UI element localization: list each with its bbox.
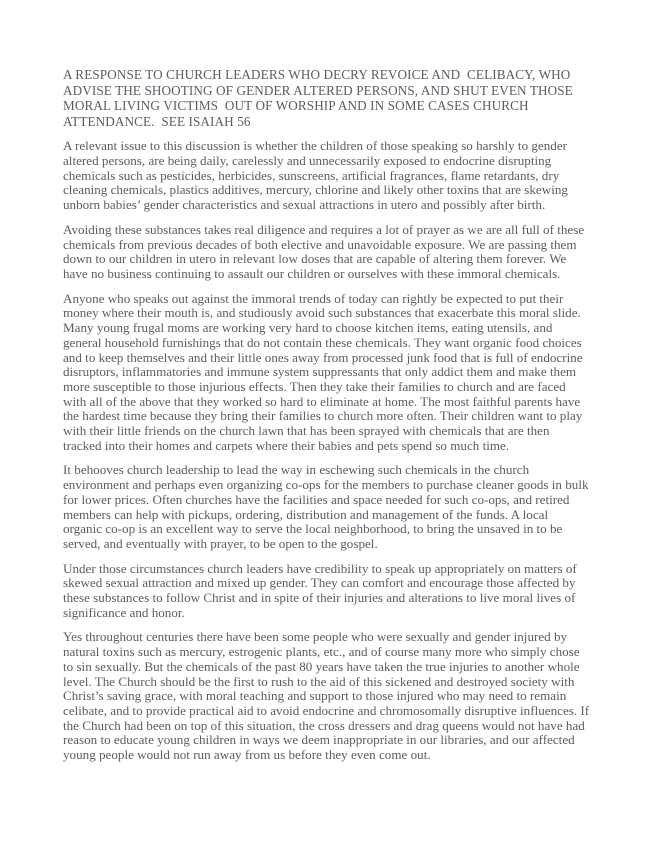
paragraph-5: Under those circumstances church leaders have credibility to speak up appropriately on matters of skewed sexual attraction and mixed up gender. They can comfort and encourage those affected by these substances to follow Christ and in spite of their injuries and alterations to live moral lives of significance and honor. xyxy=(63,560,581,620)
document-body xyxy=(63,138,593,763)
paragraph-1: A relevant issue to this discussion is whether the children of those speaking so harshly to gender altered persons, are being daily, carelessly and unnecessarily exposed to endocrine disrupting chemicals such as pesticides, herbicides, sunscreens, artificial fragrances, flame retardants, dry cleaning chemicals, plastics additives, mercury, chlorine and likely other toxins that are skewing unborn babies’ gender characteristics and sexual attractions in utero and possibly after birth. xyxy=(63,138,572,213)
paragraph-4: It behooves church leadership to lead the way in eschewing such chemicals in the church environment and perhaps even organizing co-ops for the members to purchase cleaner goods in bulk for lower prices. Often churches have the facilities and space needed for such co-ops, and retired members can help with pickups, ordering, distribution and management of the funds. A local organic co-op is an excellent way to serve the local neighborhood, to bring the unsaved in to be served, and eventually with prayer, to be open to the gospel. xyxy=(63,462,592,551)
paragraph-3: Anyone who speaks out against the immoral trends of today can rightly be expected to put their money where their mouth is, and studiously avoid such substances that exacerbate this moral slide. Many young frugal moms are working very hard to choose kitchen items, eating utensils, and general household furnishings that do not contain these chemicals. They want organic food choices and to keep themselves and their little ones away from processed junk food that is full of endocrine disruptors, inflammatories and immune system suppressants that only addict them and make them more susceptible to those injurious effects. Then they take their families to church and are faced with all of the above that they worked so hard to eliminate at home. The most faithful parents have the hardest time because they bring their families to church more often. Their children want to play with their little friends on the church lawn that has been sprayed with chemicals that are then tracked into their homes and carpets where their babies and pets spend so much time. xyxy=(63,290,586,453)
paragraph-6: Yes throughout centuries there have been some people who were sexually and gender injured by natural toxins such as mercury, estrogenic plants, etc., and of course many more who simply chose to sin sexually. But the chemicals of the past 80 years have taken the true injuries to another whole level. The Church should be the first to rush to the aid of this sickened and destroyed society with Christ’s saving grace, with moral teaching and support to those injured who may need to remain celibate, and to provide practical aid to avoid endocrine and chromosomally disruptive influences. If the Church had been on top of this situation, the cross dressers and drag queens would not have had reason to educate young children in ways we deem inappropriate in our libraries, and our affected young people would not run away from us before they even come out. xyxy=(63,629,593,763)
document-title: A RESPONSE TO CHURCH LEADERS WHO DECRY REVOICE AND CELIBACY, WHO ADVISE THE SHOOTING OF GENDER ALTERED PERSONS, AND SHUT EVEN THOSE MORAL LIVING VICTIMS OUT OF WORSHIP AND IN SOME CASES CHURCH ATTENDANCE. SEE ISAIAH 56 xyxy=(63,67,577,129)
paragraph-2: Avoiding these substances takes real diligence and requires a lot of prayer as we are all full of these chemicals from previous decades of both elective and unavoidable exposure. We are passing them down to our children in utero in relevant low doses that are capable of altering them forever. We have no business continuing to assault our children or ourselves with these immoral chemicals. xyxy=(63,221,588,281)
